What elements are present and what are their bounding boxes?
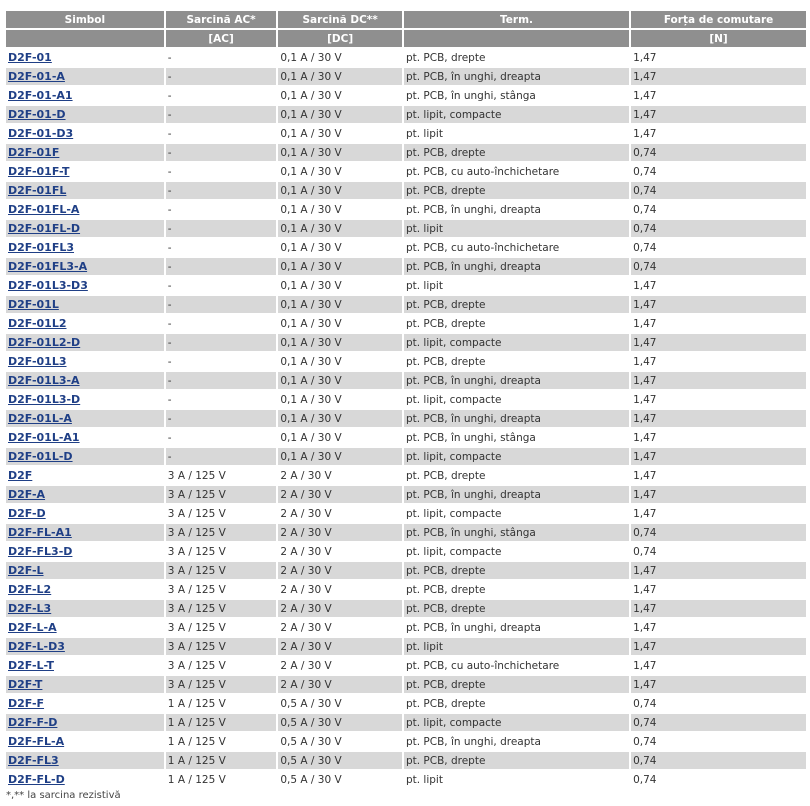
cell-terminal: pt. lipit, compacte — [404, 334, 629, 351]
cell-operating-force: 1,47 — [631, 619, 806, 636]
cell-symbol — [6, 106, 164, 123]
cell-symbol — [6, 562, 164, 579]
cell-dc-load: 0,1 A / 30 V — [278, 201, 402, 218]
footnote: *,** la sarcina rezistivă — [6, 790, 121, 801]
cell-terminal: pt. lipit, compacte — [404, 106, 629, 123]
table-row — [6, 638, 806, 655]
cell-ac-load: 3 A / 125 V — [166, 657, 277, 674]
cell-terminal: pt. PCB, cu auto-închichetare — [404, 239, 629, 256]
cell-ac-load: - — [166, 68, 277, 85]
table-row — [6, 714, 806, 731]
product-table — [4, 9, 808, 790]
cell-operating-force: 1,47 — [631, 562, 806, 579]
unit-symbol — [6, 30, 164, 47]
cell-symbol — [6, 619, 164, 636]
cell-dc-load: 0,1 A / 30 V — [278, 258, 402, 275]
table-row — [6, 562, 806, 579]
cell-dc-load: 0,1 A / 30 V — [278, 410, 402, 427]
cell-symbol — [6, 543, 164, 560]
cell-operating-force: 1,47 — [631, 638, 806, 655]
table-row — [6, 106, 806, 123]
cell-symbol — [6, 505, 164, 522]
cell-operating-force: 1,47 — [631, 296, 806, 313]
cell-operating-force: 0,74 — [631, 695, 806, 712]
cell-terminal: pt. lipit, compacte — [404, 543, 629, 560]
product-symbol-link[interactable]: D2F-01L3-A — [8, 374, 80, 387]
cell-operating-force: 0,74 — [631, 239, 806, 256]
table-row — [6, 524, 806, 541]
cell-symbol — [6, 372, 164, 389]
cell-symbol — [6, 657, 164, 674]
product-symbol-link[interactable]: D2F-01F-T — [8, 165, 70, 178]
cell-operating-force: 1,47 — [631, 372, 806, 389]
cell-ac-load: 3 A / 125 V — [166, 524, 277, 541]
table-row — [6, 201, 806, 218]
product-symbol-link[interactable]: D2F-F — [8, 697, 45, 710]
table-row — [6, 334, 806, 351]
cell-dc-load: 0,1 A / 30 V — [278, 49, 402, 66]
product-symbol-link[interactable]: D2F-01L2 — [8, 317, 67, 330]
product-symbol-link[interactable]: D2F-FL3-D — [8, 545, 73, 558]
cell-terminal: pt. PCB, drepte — [404, 600, 629, 617]
unit-operating-force: [N] — [631, 30, 806, 47]
cell-symbol — [6, 125, 164, 142]
cell-dc-load: 0,1 A / 30 V — [278, 391, 402, 408]
product-symbol-link[interactable]: D2F-01-D — [8, 108, 66, 121]
cell-terminal: pt. PCB, drepte — [404, 581, 629, 598]
cell-symbol — [6, 163, 164, 180]
cell-dc-load: 0,5 A / 30 V — [278, 733, 402, 750]
cell-terminal: pt. lipit, compacte — [404, 714, 629, 731]
column-header-operating-force: Forța de comutare — [631, 11, 806, 28]
cell-dc-load: 2 A / 30 V — [278, 619, 402, 636]
cell-operating-force: 1,47 — [631, 125, 806, 142]
cell-ac-load: - — [166, 277, 277, 294]
table-row — [6, 296, 806, 313]
cell-ac-load: - — [166, 391, 277, 408]
cell-dc-load: 0,1 A / 30 V — [278, 220, 402, 237]
cell-terminal: pt. PCB, în unghi, dreapta — [404, 619, 629, 636]
cell-operating-force: 1,47 — [631, 391, 806, 408]
table-row — [6, 125, 806, 142]
product-symbol-link[interactable]: D2F-01L3-D — [8, 393, 81, 406]
cell-symbol — [6, 448, 164, 465]
cell-operating-force: 0,74 — [631, 733, 806, 750]
table-row — [6, 49, 806, 66]
table-row — [6, 448, 806, 465]
table-row — [6, 657, 806, 674]
cell-terminal: pt. PCB, în unghi, dreapta — [404, 68, 629, 85]
cell-symbol — [6, 144, 164, 161]
cell-ac-load: 3 A / 125 V — [166, 467, 277, 484]
cell-symbol — [6, 733, 164, 750]
cell-terminal: pt. PCB, drepte — [404, 296, 629, 313]
product-symbol-link[interactable]: D2F — [8, 469, 33, 482]
product-symbol-link[interactable]: D2F-01L-D — [8, 450, 73, 463]
table-row — [6, 68, 806, 85]
cell-operating-force: 0,74 — [631, 220, 806, 237]
cell-operating-force: 0,74 — [631, 714, 806, 731]
cell-ac-load: 3 A / 125 V — [166, 486, 277, 503]
cell-ac-load: 3 A / 125 V — [166, 505, 277, 522]
cell-dc-load: 0,1 A / 30 V — [278, 429, 402, 446]
cell-dc-load: 0,1 A / 30 V — [278, 182, 402, 199]
cell-ac-load: - — [166, 315, 277, 332]
cell-dc-load: 0,1 A / 30 V — [278, 125, 402, 142]
cell-ac-load: - — [166, 334, 277, 351]
cell-symbol — [6, 638, 164, 655]
cell-symbol — [6, 87, 164, 104]
cell-dc-load: 0,1 A / 30 V — [278, 448, 402, 465]
cell-operating-force: 0,74 — [631, 524, 806, 541]
cell-terminal: pt. PCB, drepte — [404, 353, 629, 370]
cell-operating-force: 1,47 — [631, 600, 806, 617]
cell-dc-load: 2 A / 30 V — [278, 600, 402, 617]
table-row — [6, 182, 806, 199]
product-symbol-link[interactable]: D2F-01F — [8, 146, 60, 159]
cell-ac-load: 1 A / 125 V — [166, 752, 277, 769]
cell-symbol — [6, 524, 164, 541]
cell-dc-load: 0,1 A / 30 V — [278, 315, 402, 332]
table-row — [6, 239, 806, 256]
cell-operating-force: 1,47 — [631, 315, 806, 332]
cell-dc-load: 2 A / 30 V — [278, 543, 402, 560]
cell-dc-load: 0,1 A / 30 V — [278, 163, 402, 180]
table-row — [6, 505, 806, 522]
cell-ac-load: - — [166, 410, 277, 427]
cell-symbol — [6, 334, 164, 351]
cell-ac-load: 3 A / 125 V — [166, 676, 277, 693]
cell-ac-load: - — [166, 163, 277, 180]
product-symbol-link[interactable]: D2F-01FL3 — [8, 241, 75, 254]
cell-terminal: pt. PCB, drepte — [404, 182, 629, 199]
product-symbol-link[interactable]: D2F-01-A — [8, 70, 65, 83]
product-symbol-link[interactable]: D2F-01FL — [8, 184, 67, 197]
cell-symbol — [6, 581, 164, 598]
product-symbol-link[interactable]: D2F-01L3-D3 — [8, 279, 88, 292]
cell-terminal: pt. PCB, drepte — [404, 695, 629, 712]
table-row — [6, 581, 806, 598]
cell-terminal: pt. lipit — [404, 638, 629, 655]
cell-terminal: pt. lipit, compacte — [404, 391, 629, 408]
cell-ac-load: - — [166, 258, 277, 275]
cell-terminal: pt. PCB, cu auto-închichetare — [404, 657, 629, 674]
cell-terminal: pt. lipit — [404, 771, 629, 788]
cell-dc-load: 0,1 A / 30 V — [278, 106, 402, 123]
cell-symbol — [6, 429, 164, 446]
cell-operating-force: 1,47 — [631, 505, 806, 522]
cell-operating-force: 0,74 — [631, 182, 806, 199]
cell-terminal: pt. lipit, compacte — [404, 505, 629, 522]
cell-symbol — [6, 410, 164, 427]
cell-terminal: pt. PCB, drepte — [404, 144, 629, 161]
cell-symbol — [6, 49, 164, 66]
cell-terminal: pt. PCB, drepte — [404, 562, 629, 579]
cell-operating-force: 1,47 — [631, 467, 806, 484]
cell-ac-load: - — [166, 372, 277, 389]
product-symbol-link[interactable]: D2F-FL-D — [8, 773, 65, 786]
product-symbol-link[interactable]: D2F-L — [8, 564, 44, 577]
cell-dc-load: 0,1 A / 30 V — [278, 277, 402, 294]
cell-operating-force: 1,47 — [631, 106, 806, 123]
cell-ac-load: - — [166, 353, 277, 370]
table-row — [6, 695, 806, 712]
cell-ac-load: 1 A / 125 V — [166, 733, 277, 750]
cell-symbol — [6, 771, 164, 788]
product-symbol-link[interactable]: D2F-L3 — [8, 602, 52, 615]
cell-dc-load: 2 A / 30 V — [278, 524, 402, 541]
cell-symbol — [6, 258, 164, 275]
cell-symbol — [6, 752, 164, 769]
unit-ac-load: [AC] — [166, 30, 277, 47]
product-symbol-link[interactable]: D2F-01FL-D — [8, 222, 81, 235]
table-row — [6, 752, 806, 769]
table-row — [6, 486, 806, 503]
cell-dc-load: 0,5 A / 30 V — [278, 771, 402, 788]
cell-ac-load: - — [166, 106, 277, 123]
table-row — [6, 220, 806, 237]
cell-symbol — [6, 486, 164, 503]
cell-ac-load: 3 A / 125 V — [166, 543, 277, 560]
table-row — [6, 353, 806, 370]
product-symbol-link[interactable]: D2F-01-D3 — [8, 127, 74, 140]
cell-ac-load: - — [166, 201, 277, 218]
product-symbol-link[interactable]: D2F-FL3 — [8, 754, 59, 767]
cell-terminal: pt. PCB, în unghi, dreapta — [404, 258, 629, 275]
product-symbol-link[interactable]: D2F-L-T — [8, 659, 54, 672]
column-header-ac-load: Sarcină AC* — [166, 11, 277, 28]
product-symbol-link[interactable]: D2F-01L — [8, 298, 59, 311]
product-symbol-link[interactable]: D2F-01L-A — [8, 412, 72, 425]
cell-operating-force: 1,47 — [631, 334, 806, 351]
product-symbol-link[interactable]: D2F-FL-A1 — [8, 526, 72, 539]
product-symbol-link[interactable]: D2F-01FL-A — [8, 203, 80, 216]
cell-terminal: pt. PCB, drepte — [404, 676, 629, 693]
cell-symbol — [6, 600, 164, 617]
cell-terminal: pt. PCB, drepte — [404, 49, 629, 66]
header-row — [6, 11, 806, 28]
cell-ac-load: - — [166, 220, 277, 237]
table-row — [6, 771, 806, 788]
cell-dc-load: 2 A / 30 V — [278, 657, 402, 674]
cell-ac-load: - — [166, 296, 277, 313]
cell-symbol — [6, 714, 164, 731]
table-row — [6, 372, 806, 389]
cell-dc-load: 0,1 A / 30 V — [278, 239, 402, 256]
cell-symbol — [6, 201, 164, 218]
cell-dc-load: 0,1 A / 30 V — [278, 144, 402, 161]
cell-symbol — [6, 277, 164, 294]
cell-symbol — [6, 353, 164, 370]
cell-symbol — [6, 239, 164, 256]
cell-operating-force: 1,47 — [631, 87, 806, 104]
cell-terminal: pt. PCB, în unghi, stânga — [404, 429, 629, 446]
cell-operating-force: 0,74 — [631, 201, 806, 218]
product-symbol-link[interactable]: D2F-L2 — [8, 583, 52, 596]
cell-operating-force: 0,74 — [631, 144, 806, 161]
table-row — [6, 676, 806, 693]
cell-symbol — [6, 220, 164, 237]
cell-ac-load: 3 A / 125 V — [166, 600, 277, 617]
cell-operating-force: 1,47 — [631, 49, 806, 66]
cell-dc-load: 0,5 A / 30 V — [278, 714, 402, 731]
cell-operating-force: 0,74 — [631, 163, 806, 180]
table-row — [6, 258, 806, 275]
cell-dc-load: 0,5 A / 30 V — [278, 695, 402, 712]
cell-dc-load: 0,1 A / 30 V — [278, 372, 402, 389]
unit-dc-load: [DC] — [278, 30, 402, 47]
cell-ac-load: 3 A / 125 V — [166, 581, 277, 598]
cell-operating-force: 1,47 — [631, 676, 806, 693]
product-symbol-link[interactable]: D2F-L-D3 — [8, 640, 65, 653]
product-symbol-link[interactable]: D2F-01L2-D — [8, 336, 81, 349]
cell-terminal: pt. lipit — [404, 125, 629, 142]
table-row — [6, 619, 806, 636]
cell-dc-load: 2 A / 30 V — [278, 562, 402, 579]
table-body — [6, 49, 806, 788]
cell-symbol — [6, 315, 164, 332]
cell-terminal: pt. PCB, în unghi, stânga — [404, 524, 629, 541]
cell-ac-load: 1 A / 125 V — [166, 771, 277, 788]
cell-dc-load: 0,1 A / 30 V — [278, 353, 402, 370]
cell-dc-load: 0,5 A / 30 V — [278, 752, 402, 769]
cell-ac-load: 3 A / 125 V — [166, 562, 277, 579]
cell-operating-force: 0,74 — [631, 543, 806, 560]
cell-symbol — [6, 391, 164, 408]
cell-operating-force: 0,74 — [631, 258, 806, 275]
cell-dc-load: 0,1 A / 30 V — [278, 296, 402, 313]
cell-operating-force: 1,47 — [631, 657, 806, 674]
table-row — [6, 429, 806, 446]
cell-ac-load: 3 A / 125 V — [166, 638, 277, 655]
cell-operating-force: 1,47 — [631, 581, 806, 598]
cell-ac-load: - — [166, 87, 277, 104]
cell-dc-load: 2 A / 30 V — [278, 486, 402, 503]
cell-ac-load: 1 A / 125 V — [166, 714, 277, 731]
cell-ac-load: - — [166, 429, 277, 446]
cell-terminal: pt. PCB, în unghi, dreapta — [404, 486, 629, 503]
product-symbol-link[interactable]: D2F-FL-A — [8, 735, 65, 748]
cell-terminal: pt. PCB, în unghi, dreapta — [404, 733, 629, 750]
cell-symbol — [6, 296, 164, 313]
cell-terminal: pt. PCB, în unghi, dreapta — [404, 410, 629, 427]
cell-symbol — [6, 695, 164, 712]
table-row — [6, 163, 806, 180]
cell-terminal: pt. lipit, compacte — [404, 448, 629, 465]
product-symbol-link[interactable]: D2F-F-D — [8, 716, 58, 729]
cell-dc-load: 2 A / 30 V — [278, 581, 402, 598]
cell-dc-load: 0,1 A / 30 V — [278, 68, 402, 85]
cell-operating-force: 0,74 — [631, 771, 806, 788]
product-symbol-link[interactable]: D2F-01FL3-A — [8, 260, 88, 273]
cell-operating-force: 0,74 — [631, 752, 806, 769]
cell-operating-force: 1,47 — [631, 353, 806, 370]
product-symbol-link[interactable]: D2F-01-A1 — [8, 89, 73, 102]
table-row — [6, 543, 806, 560]
column-header-terminal: Term. — [404, 11, 629, 28]
cell-ac-load: - — [166, 182, 277, 199]
cell-ac-load: - — [166, 49, 277, 66]
cell-terminal: pt. PCB, drepte — [404, 315, 629, 332]
cell-terminal: pt. PCB, în unghi, stânga — [404, 87, 629, 104]
cell-ac-load: - — [166, 144, 277, 161]
table-row — [6, 315, 806, 332]
cell-dc-load: 2 A / 30 V — [278, 505, 402, 522]
cell-operating-force: 1,47 — [631, 486, 806, 503]
table-row — [6, 733, 806, 750]
cell-ac-load: - — [166, 125, 277, 142]
cell-terminal: pt. PCB, în unghi, dreapta — [404, 372, 629, 389]
cell-ac-load: 3 A / 125 V — [166, 619, 277, 636]
cell-terminal: pt. lipit — [404, 220, 629, 237]
table-row — [6, 144, 806, 161]
cell-dc-load: 2 A / 30 V — [278, 638, 402, 655]
product-symbol-link[interactable]: D2F-T — [8, 678, 43, 691]
cell-ac-load: - — [166, 448, 277, 465]
cell-operating-force: 1,47 — [631, 68, 806, 85]
table-row — [6, 467, 806, 484]
table-row — [6, 87, 806, 104]
product-symbol-link[interactable]: D2F-01L-A1 — [8, 431, 80, 444]
cell-operating-force: 1,47 — [631, 410, 806, 427]
cell-ac-load: 1 A / 125 V — [166, 695, 277, 712]
cell-terminal: pt. PCB, în unghi, dreapta — [404, 201, 629, 218]
cell-symbol — [6, 68, 164, 85]
cell-dc-load: 0,1 A / 30 V — [278, 87, 402, 104]
cell-symbol — [6, 467, 164, 484]
cell-terminal: pt. PCB, drepte — [404, 752, 629, 769]
cell-operating-force: 1,47 — [631, 277, 806, 294]
table-row — [6, 391, 806, 408]
cell-dc-load: 0,1 A / 30 V — [278, 334, 402, 351]
product-symbol-link[interactable]: D2F-01L3 — [8, 355, 67, 368]
table-row — [6, 600, 806, 617]
product-symbol-link[interactable]: D2F-A — [8, 488, 46, 501]
cell-symbol — [6, 676, 164, 693]
column-header-symbol: Simbol — [6, 11, 164, 28]
cell-dc-load: 2 A / 30 V — [278, 676, 402, 693]
cell-symbol — [6, 182, 164, 199]
cell-terminal: pt. PCB, drepte — [404, 467, 629, 484]
cell-operating-force: 1,47 — [631, 429, 806, 446]
unit-terminal — [404, 30, 629, 47]
cell-terminal: pt. PCB, cu auto-închichetare — [404, 163, 629, 180]
units-row — [6, 30, 806, 47]
cell-operating-force: 1,47 — [631, 448, 806, 465]
cell-terminal: pt. lipit — [404, 277, 629, 294]
cell-dc-load: 2 A / 30 V — [278, 467, 402, 484]
column-header-dc-load: Sarcină DC** — [278, 11, 402, 28]
cell-ac-load: - — [166, 239, 277, 256]
table-row — [6, 277, 806, 294]
product-symbol-link[interactable]: D2F-01 — [8, 51, 52, 64]
table-row — [6, 410, 806, 427]
product-symbol-link[interactable]: D2F-L-A — [8, 621, 57, 634]
product-symbol-link[interactable]: D2F-D — [8, 507, 46, 520]
